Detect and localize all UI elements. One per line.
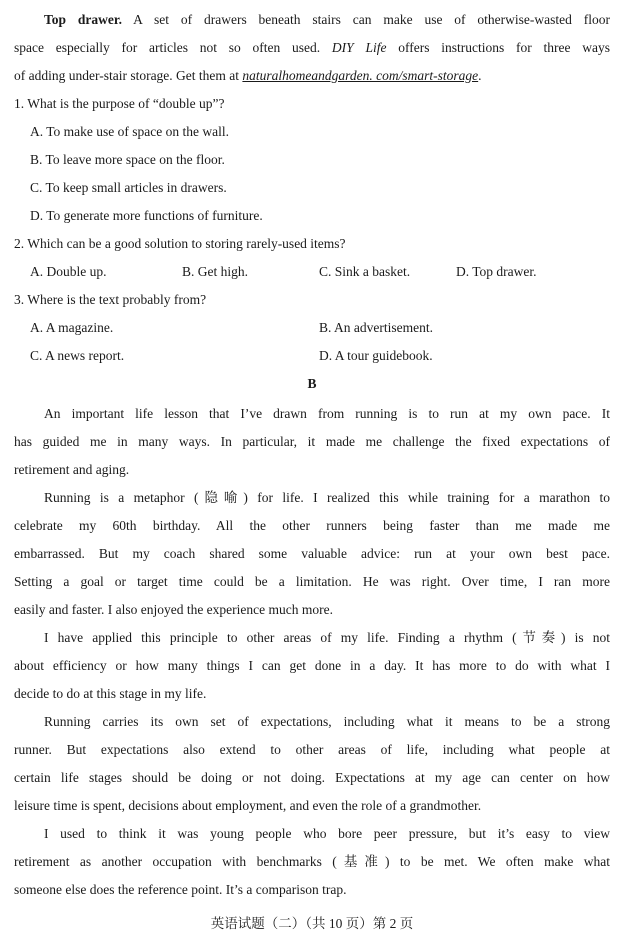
passage-b-line: Running is a metaphor (隐喻) for life. I realized this while training for a marathon to [44, 490, 610, 505]
passage-a-line-3-text: of adding under-stair storage. Get them at [14, 68, 243, 83]
passage-b-line: about efficiency or how many things I can get done in a day. It has more to do with what I [14, 658, 610, 673]
question-3-option-d: D. A tour guidebook. [319, 348, 433, 363]
question-1-option-d: D. To generate more functions of furniture. [30, 208, 263, 223]
passage-a-line-2-text: space especially for articles not so often used. [14, 40, 332, 55]
question-1-option-a: A. To make use of space on the wall. [30, 124, 229, 139]
passage-a-line-2 [14, 34, 610, 62]
passage-a-url: naturalhomeandgarden. com/smart-storage [242, 68, 479, 83]
question-2-option-d: D. Top drawer. [456, 264, 537, 279]
question-3-option-a: A. A magazine. [30, 320, 114, 335]
section-b-title: B [307, 376, 317, 391]
passage-a-source: DIY Life [331, 40, 387, 55]
passage-b-line: I have applied this principle to other areas of my life. Finding a rhythm (节奏) is not [44, 630, 610, 645]
question-2-option-a: A. Double up. [30, 264, 107, 279]
passage-b-line: I used to think it was young people who bore peer pressure, but it’s easy to view [44, 826, 610, 841]
passage-b-line: Setting a goal or target time could be a limitation. He was right. Over time, I ran more [14, 574, 610, 589]
passage-a-line-2-tail: offers instructions for three ways [386, 40, 610, 55]
passage-b-line: retirement and aging. [14, 462, 130, 477]
question-1-option-b: B. To leave more space on the floor. [30, 152, 225, 167]
passage-b-line: embarrassed. But my coach shared some valuable advice: run at your own best pace. [14, 546, 610, 561]
question-3-stem: 3. Where is the text probably from? [14, 292, 207, 307]
passage-b-line: retirement as another occupation with benchmarks (基准) to be met. We often make what [14, 854, 610, 869]
passage-b-line: certain life stages should be doing or not doing. Expectations at my age can center on how [14, 770, 610, 785]
question-2-option-b: B. Get high. [182, 264, 248, 279]
passage-a-line-1 [44, 6, 610, 34]
question-3-option-b: B. An advertisement. [319, 320, 433, 335]
page-footer: 英语试题（二）（共 10 页）第 2 页 [210, 916, 414, 931]
passage-b-line: leisure time is spent, decisions about employment, and even the role of a grandmother. [14, 798, 482, 813]
passage-a-line-1-text: A set of drawers beneath stairs can make use of otherwise-wasted floor [122, 12, 610, 27]
question-2-option-c: C. Sink a basket. [319, 264, 411, 279]
passage-b-line: celebrate my 60th birthday. All the other runners being faster than me made me [14, 518, 610, 533]
question-1-option-c: C. To keep small articles in drawers. [30, 180, 227, 195]
passage-a-line-3-tail: . [478, 68, 482, 83]
passage-b-line: Running carries its own set of expectations, including what it means to be a strong [44, 714, 610, 729]
passage-b-line: someone else does the reference point. It’s a comparison trap. [14, 882, 347, 897]
passage-a-heading: Top drawer. [44, 12, 123, 27]
passage-b-line: runner. But expectations also extend to other areas of life, including what people at [14, 742, 610, 757]
passage-b-line: has guided me in many ways. In particular, it made me challenge the fixed expectations of [14, 434, 610, 449]
passage-b-line: An important life lesson that I’ve drawn from running is to run at my own pace. It [44, 406, 610, 421]
passage-a-line-3 [14, 62, 610, 90]
passage-b-line: easily and faster. I also enjoyed the experience much more. [14, 602, 333, 617]
question-3-option-c: C. A news report. [30, 348, 125, 363]
question-1-stem: 1. What is the purpose of “double up”? [14, 96, 225, 111]
question-2-stem: 2. Which can be a good solution to storing rarely-used items? [14, 236, 346, 251]
passage-b-line: decide to do at this stage in my life. [14, 686, 207, 701]
